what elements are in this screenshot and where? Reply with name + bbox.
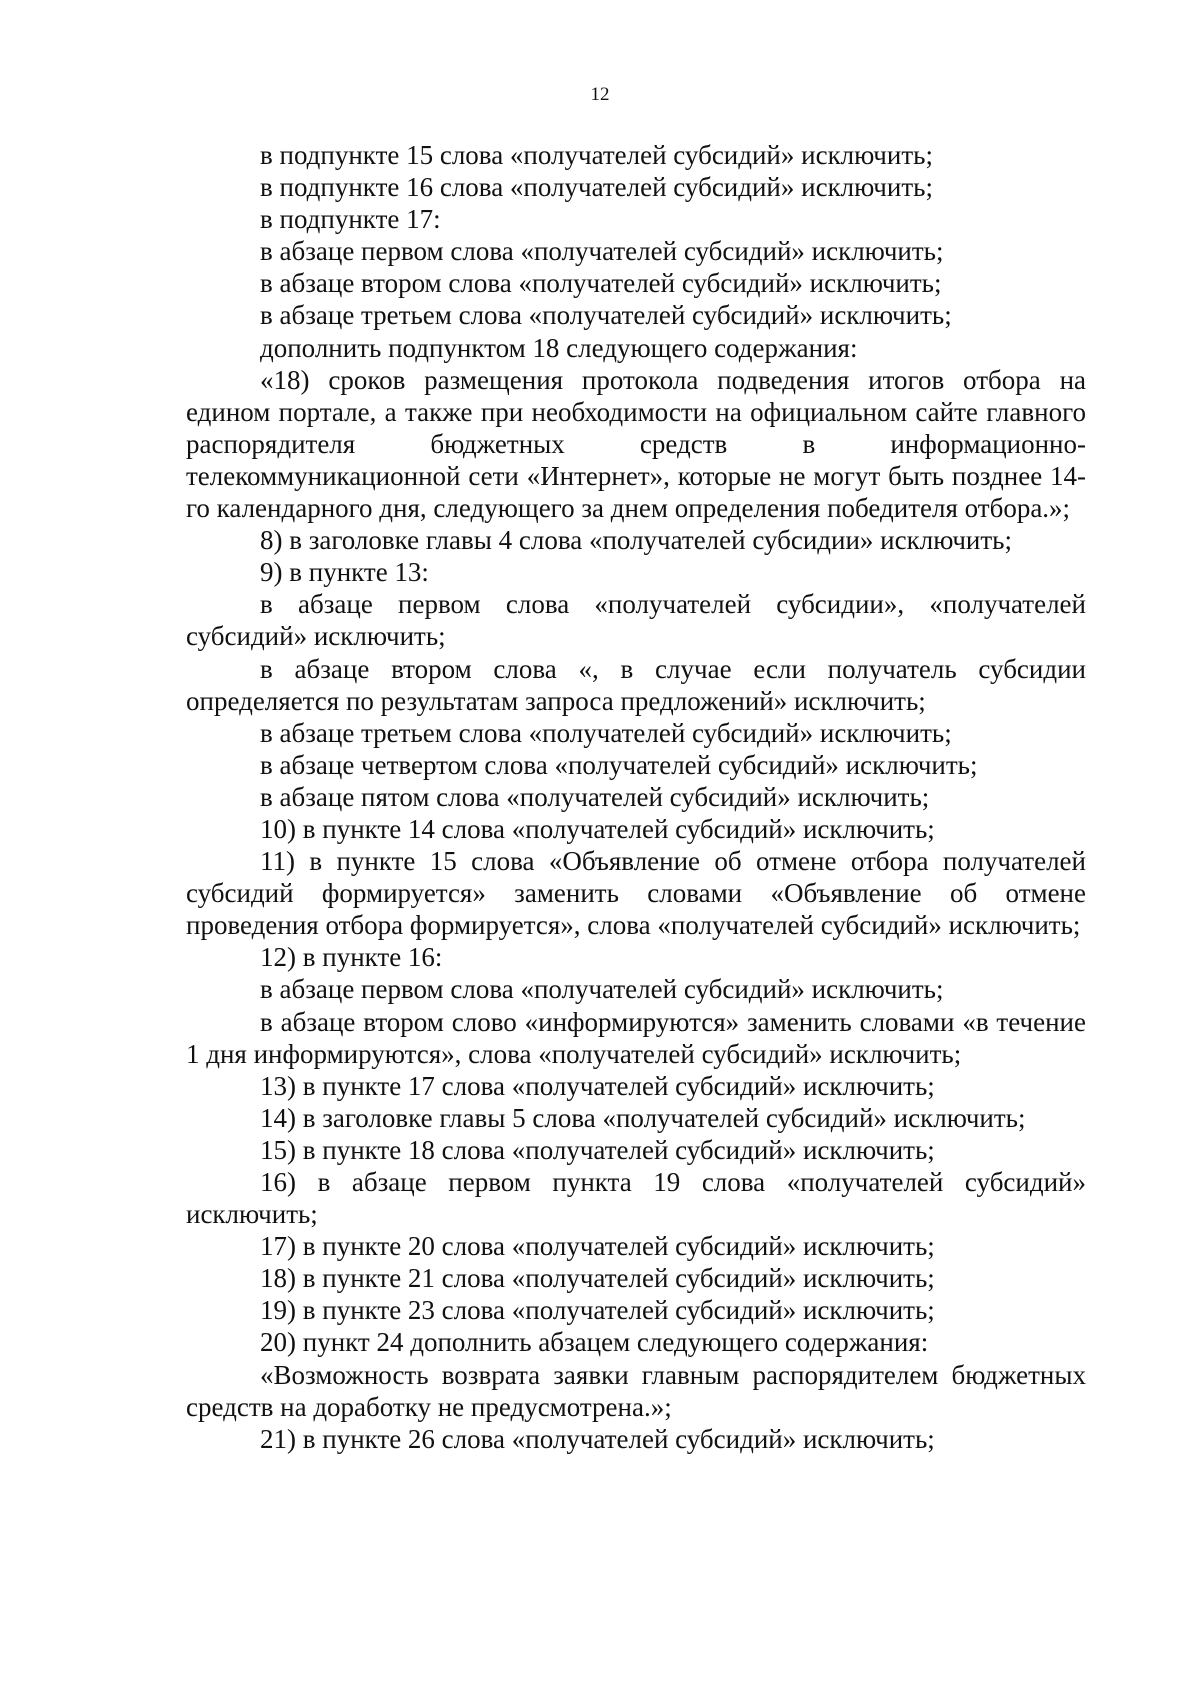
paragraph: в абзаце первом слова «получателей субсидии», «получателей субсидий» исключить; <box>186 589 1086 652</box>
document-body <box>186 139 1086 1455</box>
paragraph: 19) в пункте 23 слова «получателей субсидий» исключить; <box>260 1295 935 1326</box>
paragraph: в абзаце первом слова «получателей субсидий» исключить; <box>260 974 944 1005</box>
paragraph: в абзаце пятом слова «получателей субсидий» исключить; <box>260 781 930 812</box>
paragraph: 11) в пункте 15 слова «Объявление об отмене отбора получателей субсидий формируется» заменить словами «Объявление об отмене проведения отбора формируется», слова «получателей субсидий» исключить; <box>186 846 1086 941</box>
paragraph: «18) сроков размещения протокола подведения итогов отбора на едином портале, а также при необходимости на официальном сайте главного распорядителя бюджетных средств в информационно-телекоммуникационной сети «Интернет», которые не могут быть позднее 14-го календарного дня, следующего за днем определения победителя отбора.»; <box>186 364 1086 524</box>
paragraph: в подпункте 16 слова «получателей субсидий» исключить; <box>260 172 933 203</box>
paragraph: в подпункте 15 слова «получателей субсидий» исключить; <box>260 140 933 170</box>
paragraph: дополнить подпунктом 18 следующего содержания: <box>260 332 858 363</box>
paragraph: в абзаце третьем слова «получателей субсидий» исключить; <box>260 717 952 748</box>
paragraph: в абзаце первом слова «получателей субсидий» исключить; <box>260 236 944 267</box>
paragraph: 21) в пункте 26 слова «получателей субсидий» исключить; <box>260 1423 935 1454</box>
paragraph: «Возможность возврата заявки главным распорядителем бюджетных средств на доработку не предусмотрена.»; <box>186 1359 1086 1422</box>
paragraph: 9) в пункте 13: <box>260 557 429 588</box>
paragraph: 17) в пункте 20 слова «получателей субсидий» исключить; <box>260 1231 935 1262</box>
paragraph: 20) пункт 24 дополнить абзацем следующего содержания: <box>260 1327 929 1358</box>
paragraph: в абзаце втором слова «, в случае если получатель субсидии определяется по результатам запроса предложений» исключить; <box>186 653 1086 716</box>
paragraph: в абзаце четвертом слова «получателей субсидий» исключить; <box>260 749 978 780</box>
paragraph: 18) в пункте 21 слова «получателей субсидий» исключить; <box>260 1263 935 1294</box>
paragraph: в абзаце третьем слова «получателей субсидий» исключить; <box>260 300 952 331</box>
paragraph: в абзаце втором слова «получателей субсидий» исключить; <box>260 268 942 299</box>
paragraph: 16) в абзаце первом пункта 19 слова «получателей субсидий» исключить; <box>186 1167 1086 1230</box>
paragraph: 8) в заголовке главы 4 слова «получателей субсидии» исключить; <box>260 525 1012 556</box>
paragraph: в абзаце втором слово «информируются» заменить словами «в течение 1 дня информируются», слова «получателей субсидий» исключить; <box>186 1006 1086 1069</box>
page-number: 12 <box>590 84 610 105</box>
paragraph: 14) в заголовке главы 5 слова «получателей субсидий» исключить; <box>260 1102 1026 1133</box>
paragraph: 12) в пункте 16: <box>260 942 443 973</box>
paragraph: 13) в пункте 17 слова «получателей субсидий» исключить; <box>260 1070 935 1101</box>
paragraph: в подпункте 17: <box>260 204 441 235</box>
paragraph: 15) в пункте 18 слова «получателей субсидий» исключить; <box>260 1134 935 1165</box>
paragraph: 10) в пункте 14 слова «получателей субсидий» исключить; <box>260 813 935 844</box>
